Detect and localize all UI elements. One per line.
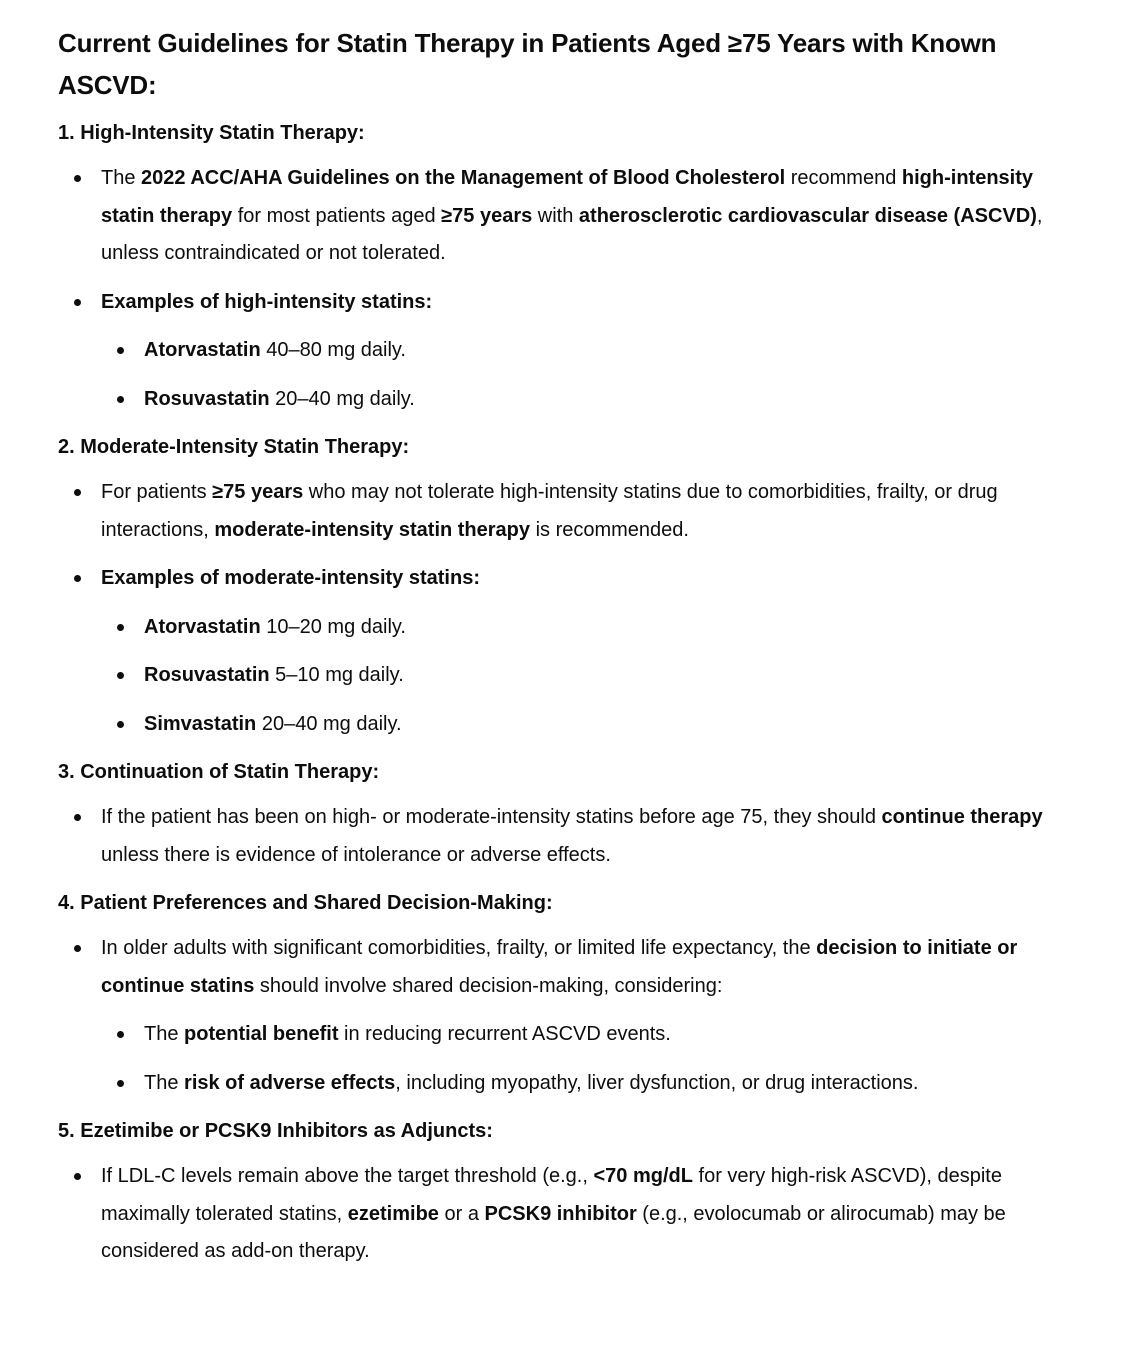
sub-list [101, 332, 1058, 418]
list-item: If the patient has been on high- or moderate-intensity statins before age 75, they should continue therapy unless there is evidence of intolerance or adverse effects. [58, 799, 1058, 874]
section-heading: 2. Moderate-Intensity Statin Therapy: [58, 436, 410, 458]
section-shared-decision [58, 888, 1058, 1102]
section-heading: 4. Patient Preferences and Shared Decision-Making: [58, 892, 553, 914]
list-item: Examples of moderate-intensity statins: Atorvastatin 10–20 mg daily. Rosuvastatin 5–10 mg daily. Simvastatin 20–40 mg daily. [58, 560, 1058, 743]
section-moderate-intensity [58, 432, 1058, 743]
list-item: The potential benefit in reducing recurrent ASCVD events. [101, 1016, 1058, 1054]
sub-list [101, 609, 1058, 744]
section-continuation [58, 757, 1058, 874]
list-item: If LDL-C levels remain above the target threshold (e.g., <70 mg/dL for very high-risk ASCVD), despite maximally tolerated statins, ezetimibe or a PCSK9 inhibitor (e.g., evolocumab or alirocumab) may be considered as add-on therapy. [58, 1158, 1058, 1271]
list-item: For patients ≥75 years who may not tolerate high-intensity statins due to comorbidities, frailty, or drug interactions, moderate-intensity statin therapy is recommended. [58, 474, 1058, 549]
list-item: Rosuvastatin 20–40 mg daily. [101, 381, 1058, 419]
bullet-list [58, 1158, 1058, 1271]
bullet-list [58, 799, 1058, 874]
section-heading: 1. High-Intensity Statin Therapy: [58, 122, 365, 144]
section-adjuncts [58, 1116, 1058, 1271]
section-heading: 3. Continuation of Statin Therapy: [58, 761, 380, 783]
list-item: Examples of high-intensity statins: Atorvastatin 40–80 mg daily. Rosuvastatin 20–40 mg daily. [58, 284, 1058, 419]
bullet-list [58, 160, 1058, 418]
page-title: Current Guidelines for Statin Therapy in Patients Aged ≥75 Years with Known ASCVD: [58, 28, 997, 100]
list-item: The 2022 ACC/AHA Guidelines on the Management of Blood Cholesterol recommend high-intensity statin therapy for most patients aged ≥75 years with atherosclerotic cardiovascular disease (ASCVD), unless contraindicated or not tolerated. [58, 160, 1058, 273]
list-item: In older adults with significant comorbidities, frailty, or limited life expectancy, the decision to initiate or continue statins should involve shared decision-making, considering: The potential benefit in reducing recurrent ASCVD events. The risk of adverse effects, including myopathy, liver dysfunction, or drug interactions. [58, 930, 1058, 1102]
list-item: Atorvastatin 40–80 mg daily. [101, 332, 1058, 370]
list-item: Rosuvastatin 5–10 mg daily. [101, 657, 1058, 695]
list-item: Atorvastatin 10–20 mg daily. [101, 609, 1058, 647]
bullet-list [58, 930, 1058, 1102]
bullet-list [58, 474, 1058, 743]
list-item: Simvastatin 20–40 mg daily. [101, 706, 1058, 744]
sub-list [101, 1016, 1058, 1102]
section-high-intensity [58, 118, 1058, 418]
section-heading: 5. Ezetimibe or PCSK9 Inhibitors as Adjuncts: [58, 1120, 493, 1142]
list-item: The risk of adverse effects, including myopathy, liver dysfunction, or drug interactions. [101, 1065, 1058, 1103]
